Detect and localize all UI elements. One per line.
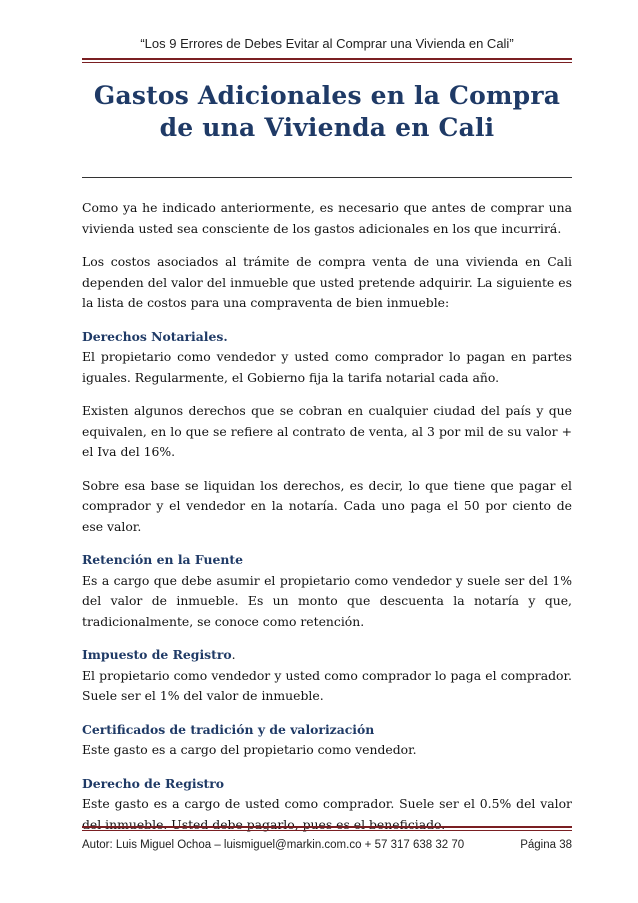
section-heading: Derechos Notariales. [82,328,228,344]
notarial-extra-paragraph-1: Existen algunos derechos que se cobran en cualquier ciudad del país y que equivalen, en lo que se refiere al contrato de venta, al 3 por mil de su valor + el Iva del 16%. [82,403,572,459]
section-derechos-notariales [82,327,572,389]
section-heading-suffix: . [231,647,236,662]
page-number: Página 38 [520,839,572,851]
title-underline [82,177,572,178]
section-text: Es a cargo que debe asumir el propietario como vendedor y suele ser del 1% del valor de inmueble. Es un monto que descuenta la notaría y que, tradicionalmente, se conoce como retención. [82,572,572,629]
page-title [82,80,572,144]
page-title-line-2: de una Vivienda en Cali [159,113,495,142]
section-certificados [82,720,572,761]
section-text: Este gasto es a cargo del propietario como vendedor. [82,742,417,757]
running-header: “Los 9 Errores de Debes Evitar al Comprar una Vivienda en Cali” [140,36,514,51]
body-text [82,198,572,848]
intro-paragraph: Como ya he indicado anteriormente, es necesario que antes de comprar una vivienda usted sea consciente de los gastos adicionales en los que incurrirá. [82,200,572,236]
footer-author: Autor: Luis Miguel Ochoa – luismiguel@markin.com.co + 57 317 638 32 70 [82,839,465,851]
section-heading: Impuesto de Registro [82,647,232,662]
section-text: Este gasto es a cargo de usted como comprador. Suele ser el 0.5% del valor del inmueble. Usted debe pagarlo, pues es el beneficiado. [82,796,572,832]
section-text: El propietario como vendedor y usted como comprador lo paga el comprador. Suele ser el 1% del valor de inmueble. [82,667,572,703]
notarial-extra-paragraph-2: Sobre esa base se liquidan los derechos, es decir, lo que tiene que pagar el comprador y el vendedor en la notaría. Cada uno paga el 50 por ciento de ese valor. [82,477,572,534]
header-rule [82,58,572,63]
section-impuesto-registro [82,645,572,707]
page-title-line-1: Gastos Adicionales en la Compra [93,81,561,110]
section-heading: Derecho de Registro [82,775,225,791]
section-text: El propietario como vendedor y usted como comprador lo pagan en partes iguales. Regularmente, el Gobierno fija la tarifa notarial cada año. [82,349,572,385]
costs-intro-paragraph: Los costos asociados al trámite de compra venta de una vivienda en Cali dependen del valor del inmueble que usted pretende adquirir. La siguiente es la lista de costos para una compraventa de bien inmueble: [82,254,572,310]
section-heading: Certificados de tradición y de valorización [82,721,375,737]
section-retencion-fuente [82,550,572,632]
footer-rule [82,826,572,831]
section-heading: Retención en la Fuente [82,552,243,567]
